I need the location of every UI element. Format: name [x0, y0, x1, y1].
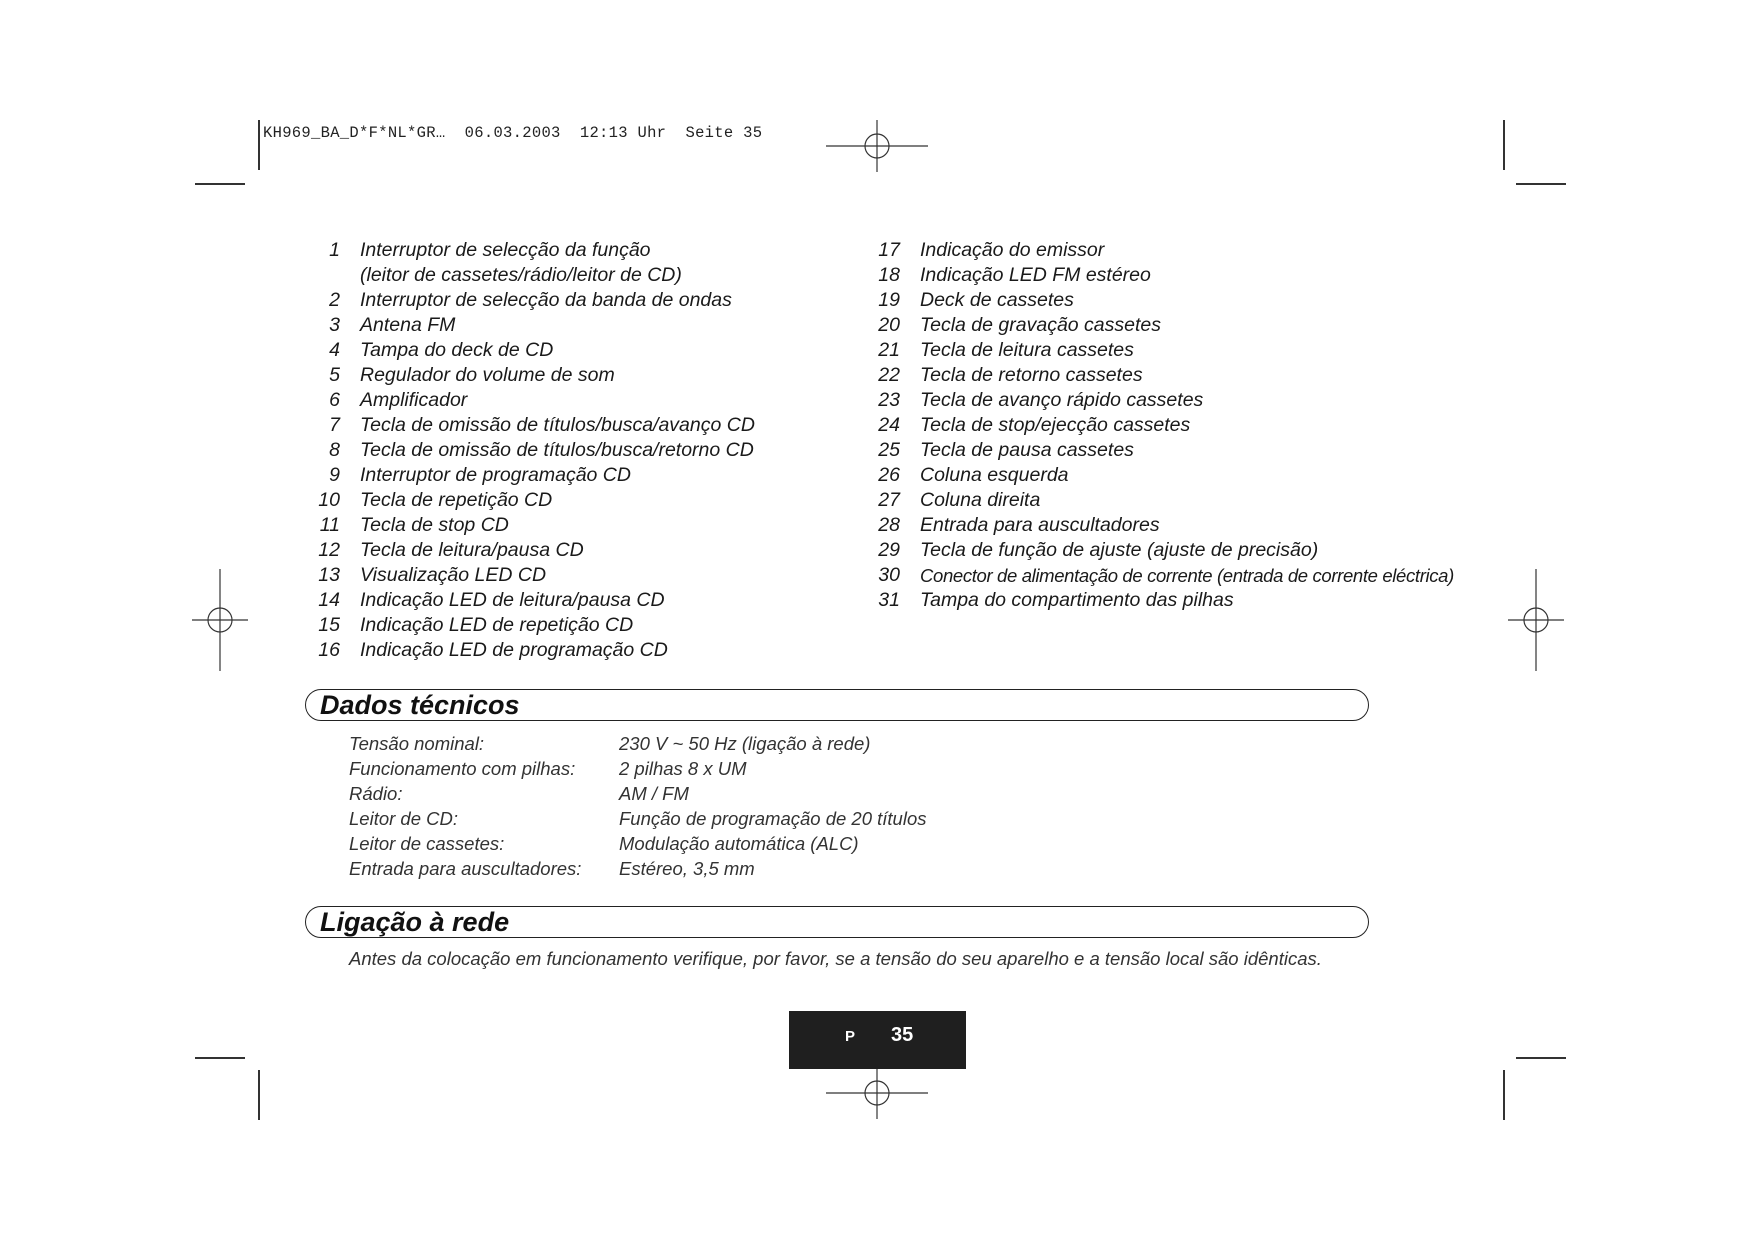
item-number: 6 [329, 389, 340, 411]
item-label: Antena FM [360, 314, 456, 336]
item-number: 2 [329, 289, 340, 311]
item-number: 15 [318, 614, 340, 636]
item-number: 18 [878, 264, 900, 286]
language-code: P [845, 1028, 856, 1045]
registration-mark-right-icon [1508, 569, 1564, 671]
item-number: 13 [318, 564, 340, 586]
item-label: Tecla de stop/ejecção cassetes [920, 414, 1191, 436]
item-label: Tecla de gravação cassetes [920, 314, 1162, 336]
item-number: 1 [329, 239, 340, 261]
item-label: Interruptor de selecção da função [360, 239, 651, 261]
spec-value: 230 V ~ 50 Hz (ligação à rede) [619, 733, 871, 754]
item-number: 23 [878, 389, 900, 411]
registration-mark-top-icon [826, 120, 928, 172]
slug-page: Seite 35 [685, 124, 763, 142]
item-number: 22 [878, 364, 900, 386]
item-label: Indicação LED FM estéreo [920, 264, 1151, 286]
item-label: Tecla de repetição CD [360, 489, 553, 511]
spec-key: Rádio: [349, 783, 403, 804]
item-label: Tecla de leitura cassetes [920, 339, 1134, 361]
item-number: 28 [878, 514, 900, 536]
spec-key: Leitor de CD: [349, 808, 458, 829]
item-number: 30 [878, 564, 900, 586]
spec-key: Leitor de cassetes: [349, 833, 505, 854]
section-title-mains: Ligação à rede [320, 907, 510, 937]
item-number: 3 [329, 314, 340, 336]
spec-value: AM / FM [619, 783, 689, 804]
crop-mark-bottom-right-v [1503, 1070, 1505, 1120]
item-number: 8 [329, 439, 340, 461]
registration-mark-left-icon [192, 569, 248, 671]
item-number: 17 [878, 239, 900, 261]
spec-value: Estéreo, 3,5 mm [619, 858, 755, 879]
item-label: Regulador do volume de som [360, 364, 615, 386]
item-number: 14 [318, 589, 340, 611]
item-number: 7 [329, 414, 340, 436]
item-label: Tecla de retorno cassetes [920, 364, 1143, 386]
item-label: Interruptor de programação CD [360, 464, 631, 486]
item-label: Visualização LED CD [360, 564, 547, 586]
spec-key: Tensão nominal: [349, 733, 485, 754]
item-label: Tecla de stop CD [360, 514, 509, 536]
item-number: 10 [318, 489, 340, 511]
spec-value: 2 pilhas 8 x UM [619, 758, 747, 779]
item-number: 16 [318, 639, 340, 661]
print-slug [263, 124, 762, 142]
slug-date: 06.03.2003 [464, 124, 561, 142]
item-number: 26 [878, 464, 900, 486]
item-label: Tecla de pausa cassetes [920, 439, 1134, 461]
item-label: Tecla de avanço rápido cassetes [920, 389, 1204, 411]
crop-mark-top-right-v [1503, 120, 1505, 170]
item-label: Indicação LED de repetição CD [360, 614, 634, 636]
item-number: 21 [878, 339, 900, 361]
crop-mark-bottom-left-h [195, 1057, 245, 1059]
slug-time: 12:13 Uhr [579, 124, 667, 142]
item-label: Entrada para auscultadores [920, 514, 1160, 536]
item-label: Coluna direita [920, 489, 1041, 511]
registration-mark-bottom-icon [826, 1067, 928, 1119]
item-label: Indicação LED de programação CD [360, 639, 668, 661]
item-label: Tecla de função de ajuste (ajuste de precisão) [920, 539, 1319, 561]
item-number: 5 [329, 364, 340, 386]
spec-key: Entrada para auscultadores: [349, 858, 582, 879]
item-label: Tampa do deck de CD [360, 339, 554, 361]
item-number: 9 [329, 464, 340, 486]
crop-mark-top-right-h [1516, 183, 1566, 185]
mains-instruction-text: Antes da colocação em funcionamento verifique, por favor, se a tensão do seu aparelho e a tensão local são idênticas. [349, 948, 1322, 969]
spec-value: Função de programação de 20 títulos [619, 808, 927, 829]
item-number: 27 [878, 489, 900, 511]
item-number: 19 [878, 289, 900, 311]
item-label: Tecla de leitura/pausa CD [360, 539, 584, 561]
crop-mark-bottom-right-h [1516, 1057, 1566, 1059]
item-number: 12 [318, 539, 340, 561]
item-label: Tampa do compartimento das pilhas [920, 589, 1234, 611]
spec-value: Modulação automática (ALC) [619, 833, 859, 854]
item-label: Indicação LED de leitura/pausa CD [360, 589, 665, 611]
item-number: 4 [329, 339, 340, 361]
item-number: 20 [878, 314, 900, 336]
crop-mark-top-left-h [195, 183, 245, 185]
item-number: 31 [878, 589, 900, 611]
item-number: 29 [878, 539, 900, 561]
crop-mark-bottom-left-v [258, 1070, 260, 1120]
slug-file: KH969_BA_D*F*NL*GR… [263, 124, 446, 142]
item-label: Coluna esquerda [920, 464, 1069, 486]
section-title-tech: Dados técnicos [320, 690, 520, 720]
item-label: Deck de cassetes [920, 289, 1074, 311]
page-number: 35 [891, 1024, 914, 1046]
crop-mark-top-left-v [258, 120, 260, 170]
item-label: Tecla de omissão de títulos/busca/avanço CD [360, 414, 755, 436]
item-label: Indicação do emissor [920, 239, 1105, 261]
item-number: 24 [878, 414, 900, 436]
item-label: Amplificador [360, 389, 468, 411]
item-label: (leitor de cassetes/rádio/leitor de CD) [360, 264, 682, 286]
item-number: 25 [878, 439, 900, 461]
item-label: Interruptor de selecção da banda de ondas [360, 289, 732, 311]
page-number-box [789, 1011, 966, 1069]
item-label: Conector de alimentação de corrente (entrada de corrente eléctrica) [920, 565, 1454, 586]
item-number: 11 [319, 514, 340, 536]
spec-key: Funcionamento com pilhas: [349, 758, 576, 779]
item-label: Tecla de omissão de títulos/busca/retorno CD [360, 439, 754, 461]
